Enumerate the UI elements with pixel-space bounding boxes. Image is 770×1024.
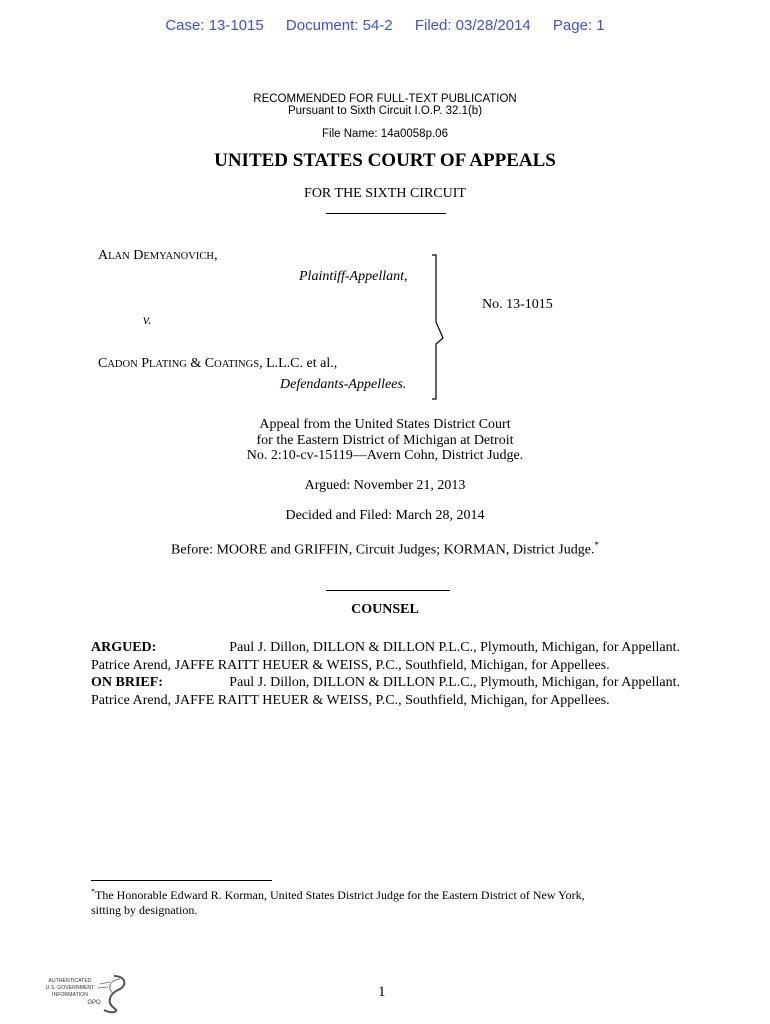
footnote-divider [91,880,272,881]
appeal-line: Appeal from the United States District Court [259,417,511,432]
logo-text: U.S. GOVERNMENT [45,985,95,991]
brief-appellee: Patrice Arend, JAFFE RAITT HEUER & WEISS, P.C., Southfield, Michigan, for Appellees. [91,692,610,708]
counsel-list [91,639,680,709]
publication-recommendation: RECOMMENDED FOR FULL-TEXT PUBLICATION [253,93,517,105]
page-number: 1 [378,984,386,1000]
judicial-panel [0,540,770,559]
footnote-mark: * [91,887,95,896]
filed-date-stamp: Filed: 03/28/2014 [414,17,531,34]
case-number-stamp: Case: 13-1015 [165,17,264,34]
defendant-name: CADON PLATING & COATINGS, L.L.C. et al., [98,356,338,371]
publication-rule: Pursuant to Sixth Circuit I.O.P. 32.1(b) [287,105,483,117]
counsel-line [91,692,680,710]
circuit-name: FOR THE SIXTH CIRCUIT [304,186,466,201]
plaintiff-role: Plaintiff-Appellant, [299,269,408,284]
footnote-line [91,884,680,903]
logo-text: GPO [87,1000,101,1006]
versus: v. [143,313,152,328]
court-title: UNITED STATES COURT OF APPEALS [214,150,556,171]
circuit-divider [326,213,446,214]
decided-date: Decided and Filed: March 28, 2014 [285,508,485,523]
counsel-line [91,674,680,692]
counsel-heading: COUNSEL [351,602,419,617]
panel-footnote-mark: * [594,540,599,550]
logo-text: AUTHENTICATED [48,978,92,984]
defendant-role: Defendants-Appellees. [280,377,407,392]
argued-appellee: Patrice Arend, JAFFE RAITT HEUER & WEISS, P.C., Southfield, Michigan, for Appellees. [91,657,610,673]
case-header-stamp [0,17,770,34]
panel-text: Before: MOORE and GRIFFIN, Circuit Judges; KORMAN, District Judge. [171,542,595,558]
docket-number: No. 13-1015 [482,297,553,312]
gpo-authentication-logo [40,972,132,1016]
counsel-line [91,657,680,675]
counsel-divider [326,590,450,591]
footnote [91,884,680,918]
brief-appellant: Paul J. Dillon, DILLON & DILLON P.L.C., Plymouth, Michigan, for Appellant. [229,675,680,690]
logo-text: INFORMATION [52,992,88,998]
page-stamp: Page: 1 [552,17,605,34]
counsel-line [91,639,680,657]
argued-date: Argued: November 21, 2013 [304,478,466,493]
on-brief-label: ON BRIEF: [91,675,163,690]
file-name: File Name: 14a0058p.06 [322,128,448,140]
appeal-line: for the Eastern District of Michigan at Detroit [256,432,514,448]
argued-appellant: Paul J. Dillon, DILLON & DILLON P.L.C., Plymouth, Michigan, for Appellant. [229,640,680,655]
footnote-text: The Honorable Edward R. Korman, United States District Judge for the Eastern District of New York, [95,888,585,902]
caption-bracket [430,254,450,400]
footnote-line: sitting by designation. [91,903,198,917]
document-number-stamp: Document: 54-2 [285,17,393,34]
argued-label: ARGUED: [91,640,157,655]
plaintiff-name: ALAN DEMYANOVICH, [98,248,218,263]
appeal-origin [0,417,770,464]
appeal-line: No. 2:10-cv-15119—Avern Cohn, District Judge. [246,448,524,463]
